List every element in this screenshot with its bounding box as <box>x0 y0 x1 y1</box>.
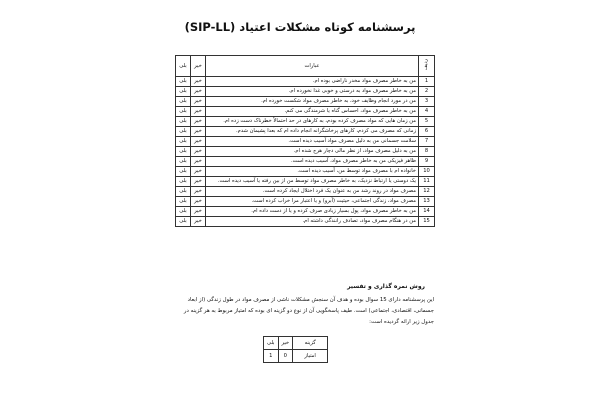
score-header-yes: بلی <box>264 337 279 350</box>
table-row <box>176 147 435 157</box>
score-value-no: 0 <box>278 350 293 363</box>
row-no-option[interactable]: خیر <box>191 137 206 147</box>
header-row-number: ردیف <box>419 56 435 77</box>
row-yes-option[interactable]: بلی <box>176 77 191 87</box>
header-yes: بلی <box>176 56 191 77</box>
table-row <box>176 107 435 117</box>
table-header-row <box>176 56 435 77</box>
table-row <box>176 97 435 107</box>
row-yes-option[interactable]: بلی <box>176 167 191 177</box>
score-table <box>263 336 328 363</box>
table-row <box>176 197 435 207</box>
row-number: 4 <box>419 107 435 117</box>
score-value-yes: 1 <box>264 350 279 363</box>
page-title: پرسشنامه کوتاه مشکلات اعتیاد (SIP-LL) <box>184 20 416 34</box>
table-row <box>176 217 435 227</box>
row-statement: یک دوستی یا ارتباط نزدیک، به خاطر مصرف مواد توسط من از بین رفته یا آسیب دیده است. <box>206 177 419 187</box>
score-row-label: امتیاز <box>293 350 328 363</box>
row-number: 10 <box>419 167 435 177</box>
table-row <box>176 117 435 127</box>
questionnaire-table <box>175 55 435 227</box>
table-row <box>176 77 435 87</box>
row-no-option[interactable]: خیر <box>191 167 206 177</box>
row-yes-option[interactable]: بلی <box>176 107 191 117</box>
row-no-option[interactable]: خیر <box>191 97 206 107</box>
row-yes-option[interactable]: بلی <box>176 137 191 147</box>
row-statement: مصرف مواد در روند رشد من به عنوان یک فرد اختلال ایجاد کرده است. <box>206 187 419 197</box>
score-header-row <box>264 337 328 350</box>
row-no-option[interactable]: خیر <box>191 77 206 87</box>
row-statement: من زمان هایی که مواد مصرف کرده بودم، به کارهای در حد احتمالاً خطرناک دست زده ام. <box>206 117 419 127</box>
row-number: 15 <box>419 217 435 227</box>
row-no-option[interactable]: خیر <box>191 187 206 197</box>
row-no-option[interactable]: خیر <box>191 107 206 117</box>
row-yes-option[interactable]: بلی <box>176 187 191 197</box>
header-no: خیر <box>191 56 206 77</box>
row-statement: من به دلیل مصرف مواد، از نظر مالی دچار هرج شده ام. <box>206 147 419 157</box>
row-yes-option[interactable]: بلی <box>176 197 191 207</box>
row-number: 9 <box>419 157 435 167</box>
row-number: 13 <box>419 197 435 207</box>
row-number: 11 <box>419 177 435 187</box>
row-no-option[interactable]: خیر <box>191 207 206 217</box>
row-no-option[interactable]: خیر <box>191 127 206 137</box>
row-statement: من به خاطر مصرف مواد، پول بسیار زیادی صرف کرده و یا از دست داده ام. <box>206 207 419 217</box>
row-statement: من در هنگام مصرف مواد، تصادف رانندگی داشته ام. <box>206 217 419 227</box>
row-yes-option[interactable]: بلی <box>176 207 191 217</box>
header-statements: عبارات <box>206 56 419 77</box>
row-statement: سلامت جسمانی من به دلیل مصرف مواد آسیب دیده است. <box>206 137 419 147</box>
table-row <box>176 187 435 197</box>
row-no-option[interactable]: خیر <box>191 177 206 187</box>
row-number: 3 <box>419 97 435 107</box>
row-yes-option[interactable]: بلی <box>176 177 191 187</box>
row-yes-option[interactable]: بلی <box>176 217 191 227</box>
row-number: 5 <box>419 117 435 127</box>
row-no-option[interactable]: خیر <box>191 217 206 227</box>
row-yes-option[interactable]: بلی <box>176 87 191 97</box>
table-row <box>176 127 435 137</box>
table-row <box>176 157 435 167</box>
row-statement: من به خاطر مصرف مواد مخدر ناراضی بوده ام. <box>206 77 419 87</box>
row-number: 2 <box>419 87 435 97</box>
row-number: 6 <box>419 127 435 137</box>
row-yes-option[interactable]: بلی <box>176 97 191 107</box>
score-header-no: خیر <box>278 337 293 350</box>
row-no-option[interactable]: خیر <box>191 147 206 157</box>
row-no-option[interactable]: خیر <box>191 157 206 167</box>
row-number: 1 <box>419 77 435 87</box>
row-statement: ظاهر فیزیکی من به خاطر مصرف مواد، آسیب دیده است. <box>206 157 419 167</box>
row-no-option[interactable]: خیر <box>191 117 206 127</box>
row-number: 8 <box>419 147 435 157</box>
score-header-option: گزینه <box>293 337 328 350</box>
row-statement: من به خاطر مصرف مواد، احساس گناه یا شرمندگی می کنم. <box>206 107 419 117</box>
row-yes-option[interactable]: بلی <box>176 117 191 127</box>
row-statement: من به خاطر مصرف مواد به درستی و خوبی غذا نخورده ام. <box>206 87 419 97</box>
row-yes-option[interactable]: بلی <box>176 127 191 137</box>
row-number: 12 <box>419 187 435 197</box>
row-statement: خانواده ام با مصرف مواد توسط من، آسیب دیده است. <box>206 167 419 177</box>
row-no-option[interactable]: خیر <box>191 87 206 97</box>
row-number: 14 <box>419 207 435 217</box>
table-row <box>176 167 435 177</box>
table-row <box>176 207 435 217</box>
score-value-row <box>264 350 328 363</box>
row-no-option[interactable]: خیر <box>191 197 206 207</box>
table-row <box>176 137 435 147</box>
table-row <box>176 177 435 187</box>
row-statement: زمانی که مصرف می کردم، کارهای پرخاشگرانه انجام داده ام که بعدا پشیمان شدم. <box>206 127 419 137</box>
scoring-section-title: روش نمره گذاری و تفسیر <box>347 283 425 290</box>
row-yes-option[interactable]: بلی <box>176 147 191 157</box>
table-row <box>176 87 435 97</box>
row-number: 7 <box>419 137 435 147</box>
row-statement: من در مورد انجام وظایف خود، به خاطر مصرف مواد شکست خورده ام. <box>206 97 419 107</box>
scoring-paragraph: این پرسشنامه دارای 15 سوال بوده و هدف آن سنجش مشکلات ناشی از مصرف مواد در طول زندگی (از ابعاد جسمانی، اقتصادی، اجتماعی) است. طیف پاسخگویی آن از نوع دو گزینه ای بوده که امتیاز مربوط به هر گزینه در جدول زیر ارائه گردیده است: <box>183 297 434 325</box>
row-yes-option[interactable]: بلی <box>176 157 191 167</box>
row-statement: مصرف مواد، زندگی اجتماعی، حیثیت (آبرو) و یا اعتبار مرا خراب کرده است. <box>206 197 419 207</box>
